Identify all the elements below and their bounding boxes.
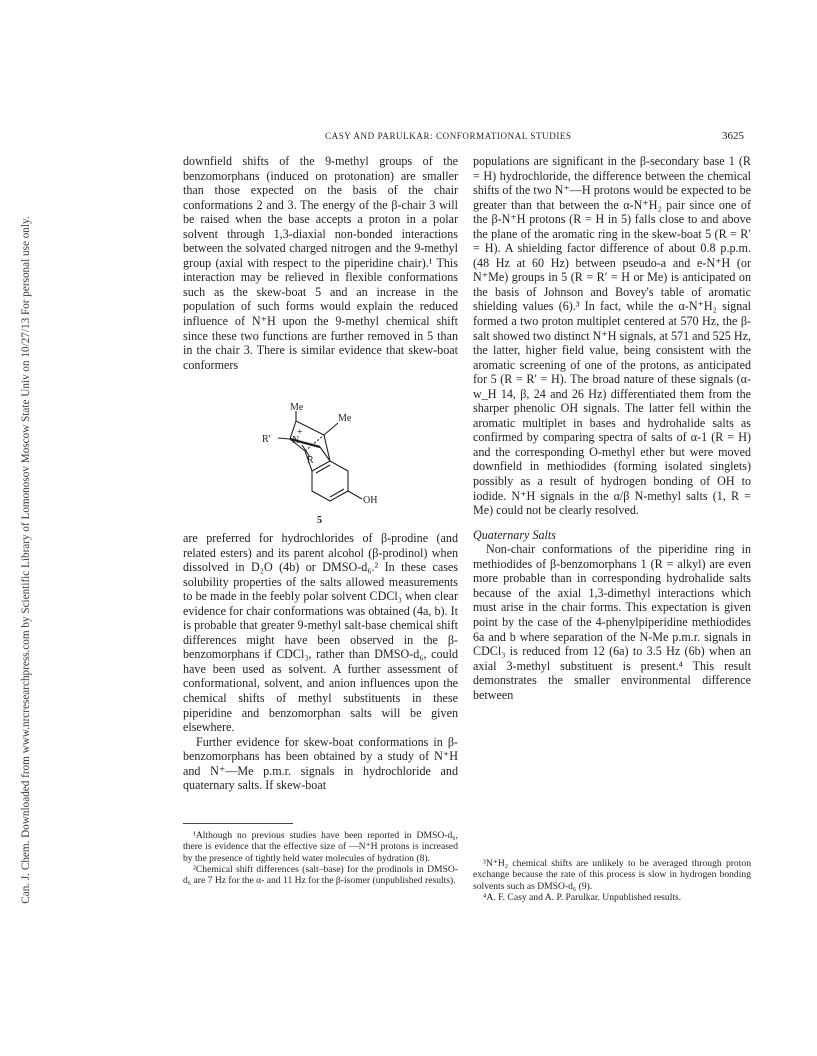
- label-plus: +: [297, 427, 303, 438]
- structure-drawing: [250, 402, 390, 526]
- left-column-bottom: [183, 531, 458, 793]
- right-paragraph-1: populations are significant in the β-secondary base 1 (R = H) hydrochloride, the difference between the chemical shifts of the two N⁺—H protons would be expected to be greater than that between the α-N⁺H₂ pair since one of the β-N⁺H protons (R = H in 5) falls close to and above the plane of the aromatic ring in the skew-boat 5 (R = R′ = H). A shielding factor difference of about 0.8 p.p.m. (48 Hz at 60 Hz) between pseudo-a and e-N⁺H (or N⁺Me) groups in 5 (R = R′ = H or Me) is anticipated on the basis of Johnson and Bovey's table of aromatic shielding values (6).³ In fact, while the α-N⁺H₂ signal formed a two proton multiplet centered at 570 Hz, the β-salt showed two distinct N⁺H signals, at 571 and 525 Hz, the latter, higher field value, being consistent with the aromatic screening of one of the protons, as anticipated for 5 (R = R′ = H). The broad nature of these signals (α-w_H 14, β, 24 and 26 Hz) differentiated them from the sharper phenolic OH signals. The latter fell within the aromatic multiplet in bases and hydrohalide salts as confirmed by comparing spectra of salts of α-1 (R = H) and the corresponding O-methyl ether but were moved downfield in methiodides (forming isolated singlets) possibly as a result of hydrogen bonding of OH to iodide. N⁺H signals in the α/β N-methyl salts (1, R = Me) could not be clearly resolved.: [473, 154, 751, 518]
- chemical-structure-5: [250, 402, 390, 526]
- label-r-prime: R': [262, 434, 271, 445]
- left-column-top: [183, 154, 458, 372]
- footnotes-right: [473, 858, 751, 903]
- aromatic-ring: [312, 461, 348, 501]
- footnote-2: ²Chemical shift differences (salt–base) for the prodinols in DMSO-d₆ are 7 Hz for the α- and 11 Hz for the β-isomer (unpublished results).: [183, 863, 458, 887]
- running-head: CASY AND PARULKAR: CONFORMATIONAL STUDIES: [325, 131, 572, 141]
- label-n: N: [292, 435, 300, 446]
- left-paragraph-3: Further evidence for skew-boat conformations in β-benzomorphans has been obtained by a study of N⁺H and N⁺—Me p.m.r. signals in hydrochloride and quaternary salts. If skew-boat: [183, 734, 458, 793]
- footnote-3: ³N⁺H₂ chemical shifts are unlikely to be averaged through proton exchange because the rate of this process is slow in hydrogen bonding solvents such as DMSO-d₆ (9).: [473, 858, 751, 892]
- label-oh: OH: [363, 495, 378, 506]
- footnote-divider: [183, 823, 293, 824]
- page-number: 3625: [722, 130, 744, 142]
- right-paragraph-2: Non-chair conformations of the piperidine ring in methiodides of β-benzomorphans 1 (R = alkyl) are even more probable than in corresponding hydrohalide salts because of the axial 1,3-dimethyl interactions which must arise in the chair forms. This expectation is given point by the case of the 4-phenylpiperidine methiodides 6a and b where separation of the N-Me p.m.r. signals in CDCl₃ is reduced from 12 (6a) to 3.5 Hz (6b) when an axial 3-methyl substituent is present.⁴ This result demonstrates the smaller environmental difference between: [473, 542, 751, 702]
- download-watermark-text: Can. J. Chem. Downloaded from www.nrcresearchpress.com by Scientific Library of Lomonosov Moscow State Univ on 10/27/13 For personal use only.: [20, 216, 32, 904]
- label-r: R: [307, 455, 314, 466]
- compound-number: 5: [317, 515, 322, 526]
- left-paragraph-1: downfield shifts of the 9-methyl groups of the benzomorphans (induced on protonation) are smaller than those expected on the basis of the chair conformations 2 and 3. The energy of the β-chair 3 will be raised when the base accepts a proton in a polar solvent through 1,3-diaxial non-bonded interactions between the solvated charged nitrogen and the 9-methyl group (axial with respect to the piperidine chair).¹ This interaction may be relieved in flexible conformations such as the skew-boat 5 and an increase in the population of such forms would explain the reduced influence of N⁺H upon the 9-methyl chemical shift since these two functions are further removed in 5 than in the chair 3. There is similar evidence that skew-boat conformers: [183, 154, 458, 372]
- left-paragraph-2: are preferred for hydrochlorides of β-prodine (and related esters) and its parent alcohol (β-prodinol) when dissolved in D₂O (4b) or DMSO-d₆.² In these cases solubility properties of the salts allowed measurements to be made in the feebly polar solvent CDCl₃ when clear evidence for chair conformations was obtained (4a, b). It is probable that greater 9-methyl salt-base chemical shift differences might have been observed in the β-benzomorphans if CDCl₃, rather than DMSO-d₆, could have been used as solvent. A further assessment of conformational, solvent, and anion influences upon the chemical shifts of methyl substituents in these piperidine and benzomorphan salts will be given elsewhere.: [183, 531, 458, 735]
- footnotes-left: [183, 830, 458, 886]
- footnote-1: ¹Although no previous studies have been reported in DMSO-d₆, there is evidence that the effective size of —N⁺H protons is increased by the presence of tightly held water molecules of hydration (8).: [183, 830, 458, 864]
- section-heading-quaternary-salts: Quaternary Salts: [473, 527, 556, 542]
- footnote-4: ⁴A. F. Casy and A. P. Parulkar. Unpublished results.: [483, 891, 682, 903]
- download-watermark: [0, 120, 40, 1000]
- right-column: [473, 154, 751, 702]
- label-me-right: Me: [338, 413, 352, 424]
- label-me-top: Me: [290, 402, 304, 413]
